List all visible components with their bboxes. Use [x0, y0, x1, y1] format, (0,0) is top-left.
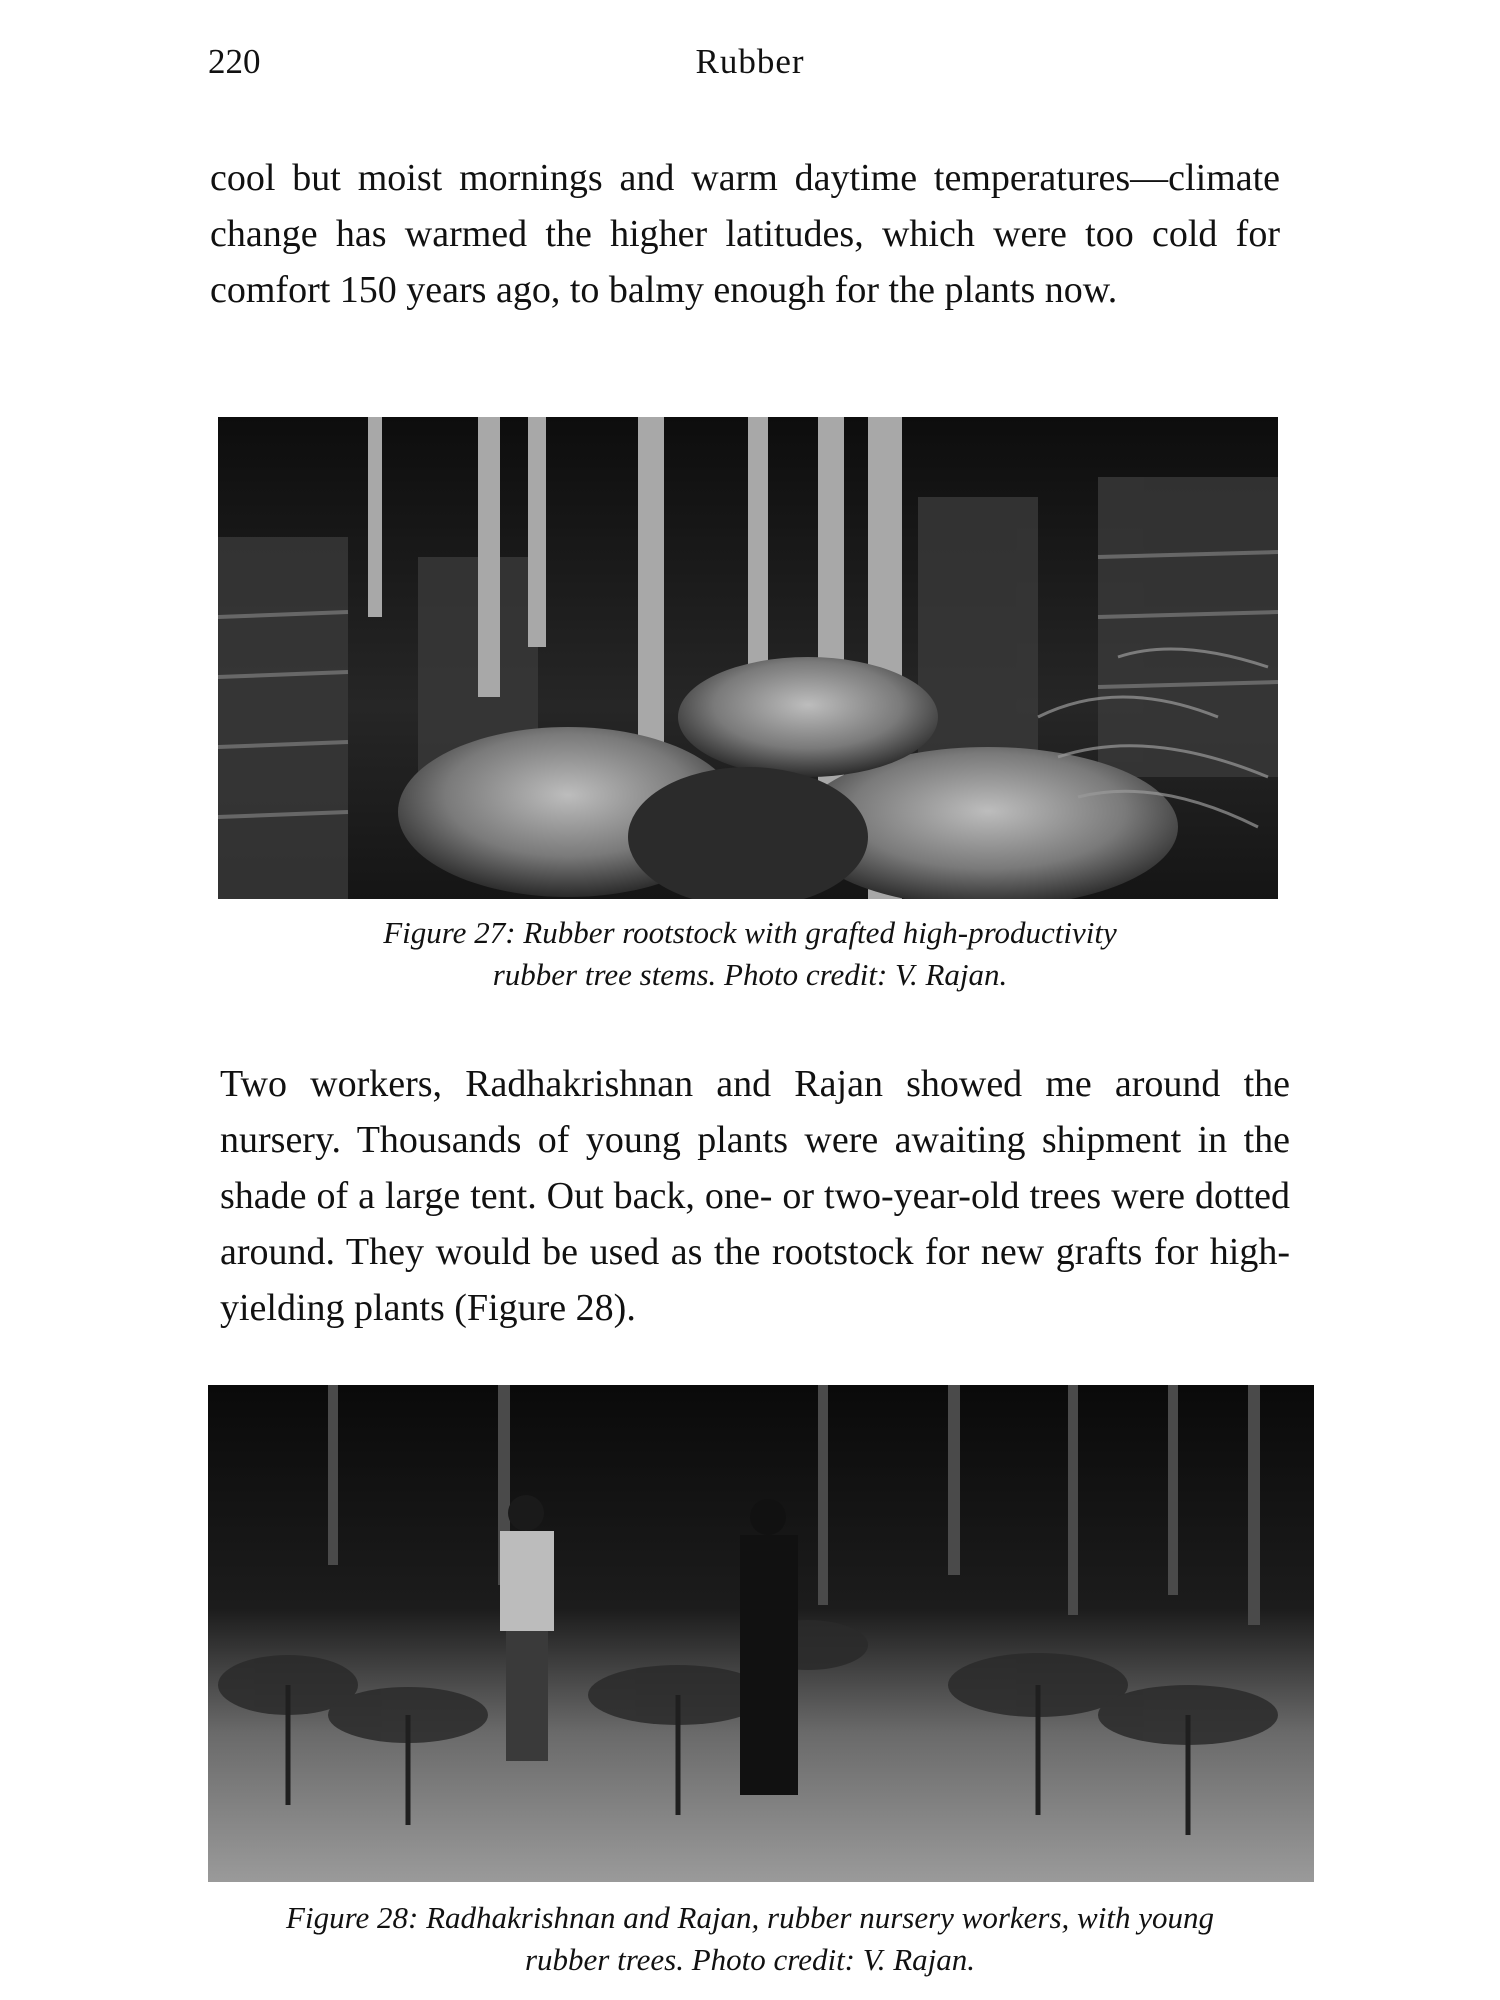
figure-27-photo	[218, 417, 1278, 899]
running-title: Rubber	[695, 42, 805, 81]
figure-28-caption	[0, 1897, 1500, 1981]
body-paragraph-1: cool but moist mornings and warm daytime temperatures—climate change has warmed the higher latitudes, which were too cold for comfort 150 years ago, to balmy enough for the plants now.	[210, 157, 1280, 311]
worker-silhouette-right	[740, 1499, 798, 1795]
figure-27-caption-line-2: rubber tree stems. Photo credit: V. Rajan.	[492, 957, 1008, 992]
nursery-workers-photo-illustration	[208, 1385, 1314, 1882]
running-head	[0, 42, 1500, 92]
figure-27-caption-line-1: Figure 27: Rubber rootstock with grafted high-productivity	[383, 915, 1117, 950]
rootstock-photo-illustration	[218, 417, 1278, 899]
figure-28-caption-line-2: rubber trees. Photo credit: V. Rajan.	[524, 1942, 975, 1977]
figure-27-caption	[0, 912, 1500, 996]
figure-28-photo	[208, 1385, 1314, 1882]
figure-28-caption-line-1: Figure 28: Radhakrishnan and Rajan, rubber nursery workers, with young	[286, 1900, 1214, 1935]
worker-silhouette-left	[500, 1495, 554, 1761]
body-paragraph-2: Two workers, Radhakrishnan and Rajan showed me around the nursery. Thousands of young plants were awaiting shipment in the shade of a large tent. Out back, one- or two-year-old trees were dotted around. They would be used as the rootstock for new grafts for high-yielding plants (Figure 28).	[220, 1063, 1290, 1329]
page-number: 220	[208, 42, 261, 81]
